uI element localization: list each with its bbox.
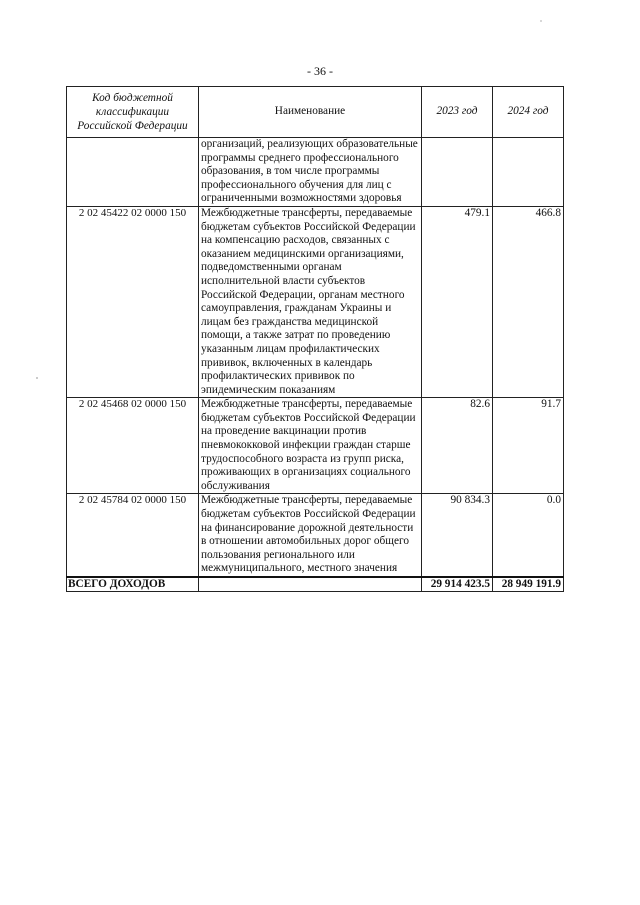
table-header-row: [67, 87, 564, 138]
total-value-2023: 29 914 423.5: [422, 577, 493, 592]
budget-table: [66, 86, 564, 592]
row-value-2024: 91.7: [493, 398, 564, 494]
table-row: [67, 138, 564, 207]
scan-speck: [36, 377, 38, 379]
table-row: [67, 206, 564, 397]
header-code: Код бюджетной классификации Российской Федерации: [67, 87, 199, 138]
row-name: Межбюджетные трансферты, передаваемые бюджетам субъектов Российской Федерации на проведение вакцинации против пневмококковой инфекции граждан старше трудоспособного возраста из групп риска, проживающих в организациях социального обслуживания: [199, 398, 422, 494]
row-value-2023: 90 834.3: [422, 494, 493, 577]
table-row: [67, 494, 564, 577]
row-value-2024: 0.0: [493, 494, 564, 577]
row-name: организаций, реализующих образовательные программы среднего профессионального образования, в том числе программы профессионального обучения для лиц с ограниченными возможностями здоровья: [199, 138, 422, 207]
row-name: Межбюджетные трансферты, передаваемые бюджетам субъектов Российской Федерации на компенсацию расходов, связанных с оказанием медицинскими организациями, подведомственными органам исполнительной власти субъектов Российской Федерации, органам местного самоуправления, гражданам Украины и лицам без гражданства медицинской помощи, а также затрат по проведению указанным лицам профилактических прививок, включенных в календарь профилактических прививок по эпидемическим показаниям: [199, 206, 422, 397]
total-label: ВСЕГО ДОХОДОВ: [67, 577, 199, 592]
header-2023: 2023 год: [422, 87, 493, 138]
total-name-empty: [199, 577, 422, 592]
row-code: 2 02 45468 02 0000 150: [67, 398, 199, 494]
row-name: Межбюджетные трансферты, передаваемые бюджетам субъектов Российской Федерации на финансирование дорожной деятельности в отношении автомобильных дорог общего пользования регионального или межмуниципального, местного значения: [199, 494, 422, 577]
row-value-2023: 82.6: [422, 398, 493, 494]
row-code: [67, 138, 199, 207]
header-2024: 2024 год: [493, 87, 564, 138]
row-code: 2 02 45784 02 0000 150: [67, 494, 199, 577]
row-code: 2 02 45422 02 0000 150: [67, 206, 199, 397]
header-name: Наименование: [199, 87, 422, 138]
table-row: [67, 398, 564, 494]
row-value-2023: 479.1: [422, 206, 493, 397]
row-value-2024: [493, 138, 564, 207]
row-value-2023: [422, 138, 493, 207]
total-row: [67, 577, 564, 592]
page-number: - 36 -: [307, 64, 333, 78]
scan-speck: [540, 20, 542, 22]
total-value-2024: 28 949 191.9: [493, 577, 564, 592]
row-value-2024: 466.8: [493, 206, 564, 397]
